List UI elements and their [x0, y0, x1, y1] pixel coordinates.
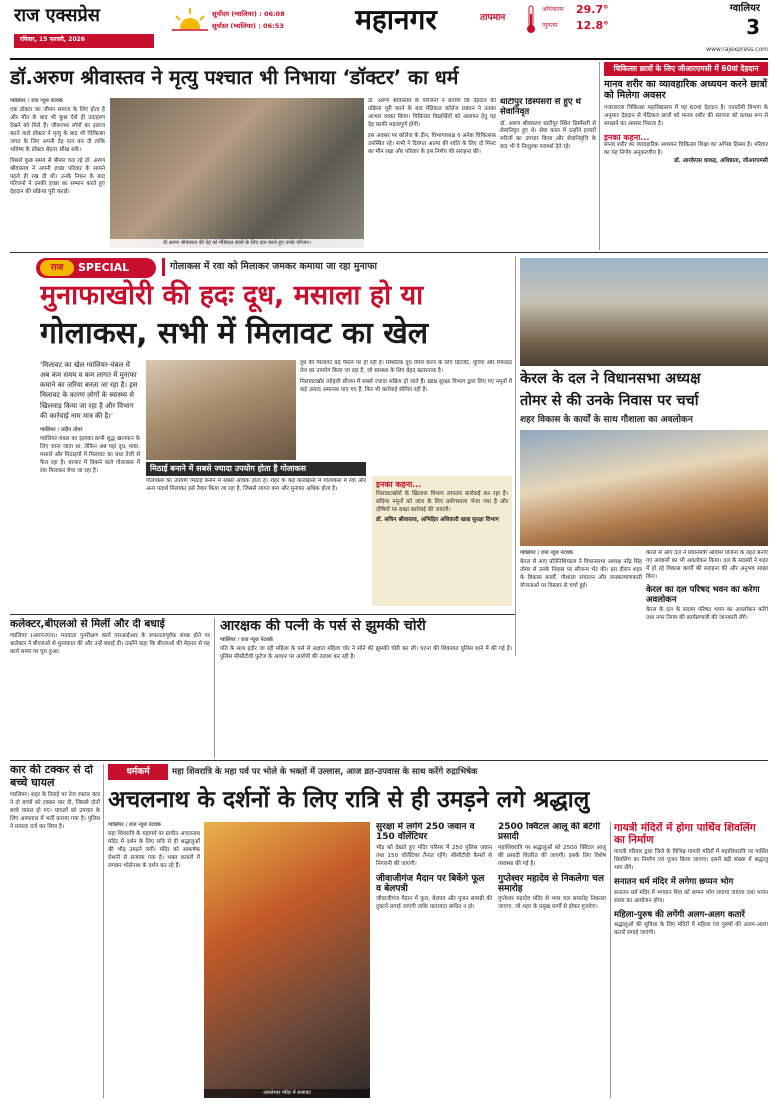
- sunrise-time: सूर्योदय (ग्वालियर) : 06:08: [212, 10, 285, 18]
- thatipur-box: [500, 98, 596, 248]
- lead-col2-text: पिछले कुछ समय से बीमार चल रहे डॉ. अरुण श्रीवास्तव ने अपनी इच्छा परिवार के सामने पहले ही रख दी थी। उनके निधन के बाद परिजनों ने उनकी इच्छा का सम्मान करते हुए देहदान की प्रक्रिया पूरी कराई।: [10, 157, 105, 196]
- special-tag: SPECIAL: [78, 261, 130, 274]
- accident-headline: कार की टक्कर से दो बच्चे घायल: [10, 764, 94, 789]
- gayatri-headline: गायत्री मंदिरों में होगा पार्थिव शिवलिंग का निर्माण: [614, 822, 756, 847]
- masthead-rule: [10, 58, 768, 60]
- chori-story: [220, 618, 512, 758]
- temp-label: तापमान: [480, 13, 506, 23]
- sidebar-box-title: चिकित्सा छात्रों के लिए जीआरएमसी में 60वां देहदान: [604, 62, 768, 76]
- kerala-sub: शहर विकास के कार्यों के साथ गौशाला का अवलोकन: [520, 415, 693, 425]
- temp-min-label: न्यूनतम: [542, 22, 558, 29]
- prasad-text: महाशिवरात्रि पर श्रद्धालुओं को 2500 क्विंटल आलू की प्रसादी वितरित की जाएगी। इसके लिए विशेष व्यवस्था की गई है।: [498, 844, 606, 867]
- collector-headline: कलेक्टर,बीएलओ से मिलीं और दी बधाई: [10, 618, 165, 630]
- divider: [515, 256, 516, 656]
- divider: [610, 822, 611, 1098]
- paper-name: राज एक्सप्रेस: [14, 5, 100, 26]
- chori-byline: ग्वालियर / राज न्यूज नेटवर्क: [220, 637, 273, 644]
- special-photo: [146, 360, 296, 460]
- dharm-col-3: [376, 822, 492, 1098]
- city-name: ग्वालियर: [729, 3, 760, 14]
- chori-text: पति के साथ इंदौर जा रही महिला के पर्स से अज्ञात महिला चोर ने सोने की झुमकी चोरी कर ली। घटना की शिकायत पुलिस थाने में की गई है। पुलिस सीसीटीवी फुटेज के आधार पर आरोपी की तलाश कर रही है।: [220, 646, 512, 661]
- lead-col3-text: डॉ. अरुण श्रीवास्तव के परिजनों ने बताया कि देहदान की प्रक्रिया पूरी करने के बाद मेडिकल कॉलेज प्रबंधन ने उनका आभार व्यक्त किया। चिकित्सा विद्यार्थियों को अध्ययन हेतु यह देह काफी महत्वपूर्ण होगी।: [368, 98, 496, 128]
- special-quote: ‘मिलावट का खेल ग्वालियर-चंबल में अब कम समय व कम लागत में मुनाफा कमाने का जरिया बनता जा रहा है। इस मिलावट के कारण लोगों के स्वास्थ्य से खिलवाड़ किया जा रहा है और विभाग की कार्रवाई नाम मात्र की है।’: [40, 361, 138, 420]
- divider: [10, 614, 515, 615]
- kerala-col2-text: केरल से आए दल ने प्रधानमंत्री आवास योजना के तहत बनाए गए आवासों का भी अवलोकन किया। दल के सदस्यों ने शहर में हो रहे विकास कार्यों की सराहना की और अनुभव साझा किए।: [646, 550, 768, 580]
- issue-date: रविवार, 15 फरवरी, 2026: [14, 34, 154, 48]
- lead-photo: [110, 98, 364, 248]
- lead-byline: ग्वालियर / राज न्यूज नेटवर्क: [10, 98, 63, 104]
- thatipur-headline: थाटीपुर डिस्पेंसरी से हुए थे सेवानिवृत: [500, 98, 581, 117]
- accident-story: [10, 764, 100, 1098]
- special-col-c-text: मिलावटखोर त्योहारी सीजन में सबसे ज्यादा सक्रिय हो जाते हैं। खाद्य सुरक्षा विभाग द्वारा लिए गए नमूनों में कई उत्पाद अमानक पाए गए हैं, फिर भी कार्रवाई सीमित रही है।: [300, 378, 512, 393]
- kerala-col-1: [520, 550, 642, 750]
- lead-headline: डॉ.अरुण श्रीवास्तव ने मृत्यु पश्चात भी निभाया ‘डॉक्टर’ का धर्म: [10, 66, 459, 89]
- divider: [10, 760, 768, 761]
- kerala-col1-text: केरल से आए प्रतिनिधिमंडल ने विधानसभा अध्यक्ष नरेंद्र सिंह तोमर से उनके निवास पर सौजन्य भेंट की। इस दौरान शहर के विकास कार्यों, गौशाला संचालन और जनकल्याणकारी योजनाओं पर विस्तार से चर्चा हुई।: [520, 559, 642, 589]
- raj-special-tag: [36, 258, 156, 278]
- security-text: भीड़ को देखते हुए मंदिर परिसर में 250 पुलिस जवान तथा 150 वॉलेंटियर तैनात रहेंगे। सीसीटीवी कैमरों से निगरानी की जाएगी।: [376, 844, 492, 867]
- gupteshwar-headline: गुप्तेश्वर महादेव से निकलेगा चल समारोह: [498, 873, 604, 894]
- divider: [103, 764, 104, 1098]
- masthead: [0, 0, 778, 58]
- kerala-headline-1: केरल के दल ने विधानसभा अध्यक्ष: [520, 371, 701, 387]
- sidebar-quote-text: मानव शरीर का व्यावहारिक अध्ययन चिकित्सा शिक्षा का अभिन्न हिस्सा है। परिवार का यह निर्णय अनुकरणीय है।: [604, 141, 768, 156]
- prasad-headline: 2500 क्विंटल आलू की बंटेगी प्रसादी: [498, 822, 601, 843]
- raj-tag: राज: [40, 260, 74, 276]
- dharm-col-4: [498, 822, 606, 1098]
- special-col-b: [300, 360, 512, 460]
- special-box-title: मिठाई बनाने में सबसे ज्यादा उपयोग होता है गोलाकस: [146, 462, 366, 476]
- thatipur-text: डॉ. अरुण श्रीवास्तव थाटीपुर स्थित डिस्पेंसरी से सेवानिवृत हुए थे। सेवा काल में उन्होंने हजारों मरीजों का उपचार किया और सेवानिवृत्ति के बाद भी वे निःशुल्क परामर्श देते रहे।: [500, 120, 596, 151]
- kerala-col-2: [646, 550, 768, 750]
- accident-text: ग्वालियर। शहर के तिराहे पर तेज रफ्तार कार ने दो बच्चों को टक्कर मार दी, जिससे दोनों बच्चे घायल हो गए। घायलों को उपचार के लिए अस्पताल में भर्ती कराया गया है। पुलिस ने मामला दर्ज कर लिया है।: [10, 792, 100, 831]
- special-headline-1: मुनाफाखोरी की हदः दूध, मसाला हो या: [40, 280, 424, 311]
- dharm-tag: धर्मकर्म: [108, 764, 168, 780]
- special-byline: ग्वालियर / प्रदीप तोमर: [40, 426, 83, 433]
- chori-headline: आरक्षक की पत्नी के पर्स से झुमकी चोरी: [220, 618, 426, 634]
- kerala-sub2-text: केरल के दल के सदस्य परिषद भवन का अवलोकन करेंगे तथा नगर निगम की कार्यप्रणाली की जानकारी लेंगे।: [646, 607, 768, 622]
- sidebar-deh-daan: [604, 62, 768, 248]
- collector-text: ग्वालियर (आरएनएन)। मतदाता पुनरीक्षण कार्य एसआईआर के सफलतापूर्वक संपन्न होने पर कलेक्टर ने बीएलओ से मुलाकात की और उन्हें बधाई दी। उन्होंने कहा कि बीएलओ की मेहनत से यह कार्य समय पर पूरा हुआ।: [10, 633, 210, 655]
- gayatri-story: [614, 822, 768, 1098]
- dharm-photo: [204, 822, 370, 1098]
- sidebar-headline: मानव शरीर का व्यावहारिक अध्ययन करने छात्रों को मिलेगा अवसर: [604, 79, 768, 102]
- temp-max-label: अधिकतम: [542, 6, 564, 13]
- security-headline: सुरक्षा में लगेंगे 250 जवान व 150 वॉलेंटियर: [376, 822, 475, 843]
- special-col-a: ग्वालियर-चंबल का इलाका कभी शुद्ध खानपान के लिए जाना जाता था, लेकिन अब यहां दूध, मावा, मसाले और मिठाइयों में मिलावट का धंधा तेजी से फैल रहा है। बाजार में बिकने वाले गोलाकस में रवा मिलाकर बेचा जा रहा है।: [40, 435, 140, 474]
- special-kicker: गोलाकस में रवा को मिलाकर जमकर कमाया जा रहा मुनाफा: [162, 258, 502, 276]
- gayatri-text: गायत्री परिवार द्वारा जिले के विभिन्न गायत्री मंदिरों में महाशिवरात्रि पर पार्थिव शिवलिंग का निर्माण एवं पूजन किया जाएगा। इसमें बड़ी संख्या में श्रद्धालु भाग लेंगे।: [614, 849, 768, 871]
- page-number: 3: [746, 15, 760, 38]
- divider: [10, 252, 768, 253]
- temp-min: 12.8°: [576, 19, 609, 32]
- divider: [214, 618, 215, 758]
- lead-col1-text: एक डॉक्टर का जीवन समाज के लिए होता है और मौत के बाद भी कुछ ऐसे ही उदाहरण देखने को मिले हैं। जीवनभर लोगों का इलाज करने वाले डॉक्टर ने मृत्यु के बाद भी चिकित्सा जगत के लिए अपनी देह दान कर दी ताकि भविष्य के डॉक्टर बेहतर सीख सकें।: [10, 107, 105, 153]
- gayatri-sub2-text: श्रद्धालुओं की सुविधा के लिए मंदिरों में महिला एवं पुरुषों की अलग-अलग कतारें लगाई जाएंगी।: [614, 922, 768, 937]
- dharm-photo-caption: अचलेश्वर मंदिर में सजावट: [204, 1089, 370, 1098]
- lead-photo-caption: डॉ.अरुण श्रीवास्तव की देह को मेडिकल छात्रों के लिए दान करते हुए उनके परिजन।: [110, 239, 364, 248]
- sidebar-quote-title: इनका कहना...: [604, 132, 650, 142]
- kerala-photo-2: [520, 430, 768, 546]
- gayatri-sub-headline: सनातन धर्म मंदिर में लगेगा छप्पन भोग: [614, 876, 734, 887]
- sunset-time: सूर्यास्त (ग्वालियर) : 06:53: [212, 22, 284, 30]
- jiwaji-text: जीवाजीगंज मैदान में फूल, बेलपत्र और पूजन सामग्री की दुकानें लगाई जाएंगी ताकि यातायात बाधित न हो।: [376, 896, 492, 911]
- special-quote2-title: इनका कहना...: [376, 480, 422, 489]
- dharm-headline: अचलनाथ के दर्शनों के लिए रात्रि से ही उमड़ने लगे श्रद्धालु: [108, 787, 590, 813]
- dharm-kicker: महा शिवरात्रि के महा पर्व पर भोले के भक्तों में उल्लास, आज व्रत-उपवास के साथ करेंगे रुद्राभिषेक: [172, 767, 478, 777]
- special-col-b-text: दूध की मिलावट बड़े पैमाने पर हो रही है। सिंथेटिक दूध तैयार करने के लिए डिटर्जेंट, यूरिया और रिफाइंड तेल का उपयोग किया जा रहा है, जो स्वास्थ्य के लिए बेहद खतरनाक है।: [300, 360, 512, 374]
- dharm-text: महा शिवरात्रि के महापर्व पर प्राचीन अचलनाथ मंदिर में दर्शन के लिए रात्रि से ही श्रद्धालुओं की भीड़ उमड़ने लगी। मंदिर को आकर्षक रोशनी से सजाया गया है। भक्त कतारों में लगकर भोलेनाथ के दर्शन कर रहे हैं।: [108, 831, 200, 869]
- dharm-byline: ग्वालियर / राज न्यूज नेटवर्क: [108, 822, 161, 828]
- jiwaji-headline: जीवाजीगंज मैदान पर बिकेंगे फूल व बेलपत्री: [376, 873, 485, 894]
- special-quote-box: [372, 476, 512, 606]
- gayatri-sub2-headline: महिला-पुरुष की लगेंगी अलग-अलग कतारें: [614, 909, 745, 920]
- gayatri-sub-text: सनातन धर्म मंदिर में भगवान शिव को छप्पन भोग लगाया जाएगा तथा भजन संध्या का आयोजन होगा।: [614, 889, 768, 904]
- sidebar-quote-by: डॉ. आरकेएस धाकड़, अधिष्ठाता, जीआरएमसी: [674, 157, 768, 164]
- lead-col-1: [10, 98, 105, 248]
- kerala-photo-1: [520, 258, 768, 366]
- dharm-col-1: [108, 822, 200, 1098]
- temp-max: 29.7°: [576, 3, 609, 16]
- kerala-sub2-headline: केरल का दल परिषद भवन का करेगा अवलोकन: [646, 584, 760, 605]
- lead-col4-text: इस अवसर पर कॉलेज के डीन, विभागाध्यक्ष व अनेक चिकित्सक उपस्थित रहे। सभी ने दिवंगत आत्मा की शांति के लिए दो मिनट का मौन रखा और परिवार के इस निर्णय की सराहना की।: [368, 132, 496, 155]
- divider: [599, 62, 600, 250]
- special-quote-col: [40, 360, 140, 610]
- sun-icon: [170, 6, 210, 36]
- gupteshwar-text: गुप्तेश्वर महादेव मंदिर से भव्य चल समारोह निकाला जाएगा, जो शहर के प्रमुख मार्गों से होकर गुजरेगा।: [498, 896, 606, 911]
- lead-col-3: [368, 98, 496, 248]
- thermometer-icon: [525, 4, 537, 34]
- special-box: [146, 478, 366, 608]
- section-title: महानगर: [355, 3, 437, 36]
- special-box-text: गोलाकस का उपयोग मिठाई बनाने में सबसे अधिक होता है। शहर के कई कारखानों में गोलाकस में रवा और अन्य पदार्थ मिलाकर इसे तैयार किया जा रहा है, जिससे लागत कम और मुनाफा अधिक होता है।: [146, 478, 366, 492]
- website: www.rajexpress.com: [706, 46, 768, 53]
- special-quote2-by: डॉ. सचिन श्रीवास्तव, अभिहित अधिकारी खाद्य सुरक्षा विभाग: [376, 517, 499, 523]
- kerala-byline: ग्वालियर / राज न्यूज नेटवर्क: [520, 550, 573, 556]
- collector-story: [10, 618, 210, 758]
- special-headline-2: गोलाकस, सभी में मिलावट का खेल: [40, 316, 429, 351]
- kerala-headline-2: तोमर से की उनके निवास पर चर्चा: [520, 393, 699, 409]
- special-quote2-text: मिलावटखोरों के खिलाफ विभाग लगातार कार्रवाई कर रहा है। संदिग्ध नमूनों को जांच के लिए प्रयोगशाला भेजा गया है और दोषियों पर सख्त कार्रवाई की जाएगी।: [376, 491, 508, 514]
- sidebar-text: गजराराजा चिकित्सा महाविद्यालय में यह 60वां देहदान है। एनाटॉमी विभाग के अनुसार देहदान से मेडिकल छात्रों को मानव शरीर की संरचना को प्रत्यक्ष रूप से समझने का अवसर मिलता है।: [604, 104, 768, 127]
